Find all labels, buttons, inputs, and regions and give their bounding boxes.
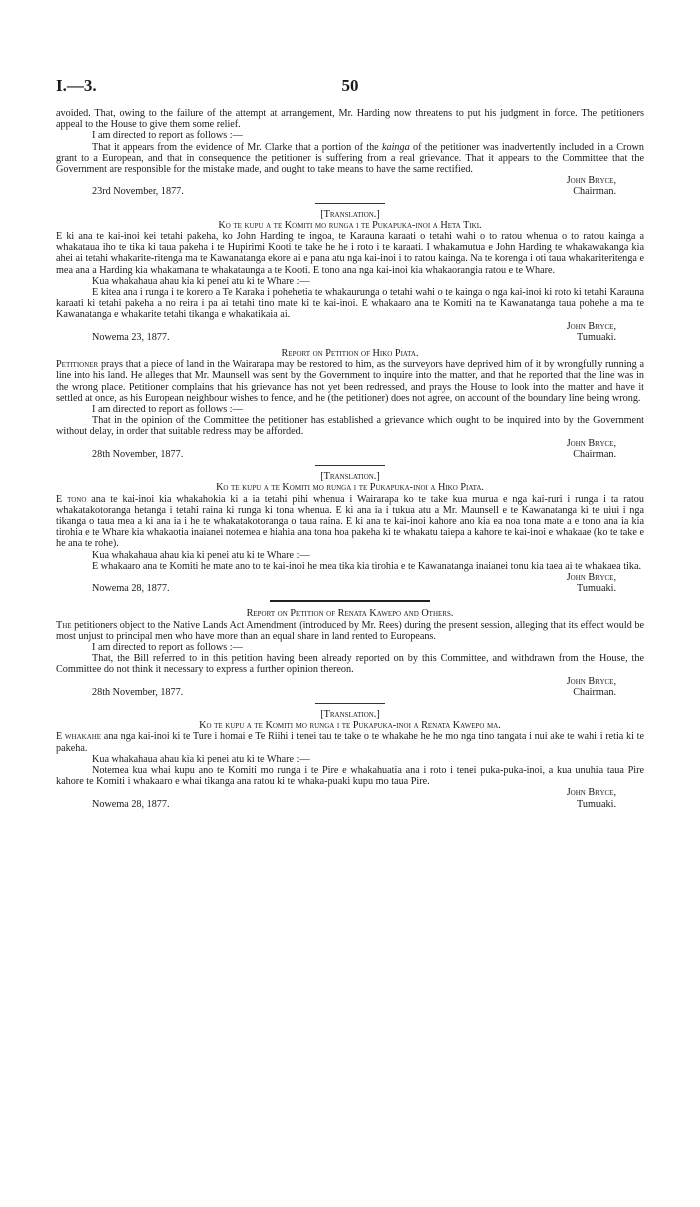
signer-name: John Bryce, — [566, 571, 616, 583]
translation-label: [Translation.] — [320, 208, 380, 220]
signer-name: John Bryce, — [566, 787, 616, 799]
translation-label: [Translation.] — [320, 471, 380, 483]
lead-word: The — [56, 619, 72, 631]
italic-term: kainga — [381, 141, 410, 153]
section-title: Report on Petition of Renata Kawepo and Others. — [246, 608, 454, 620]
signature-date: 28th November, 1877. — [92, 448, 184, 460]
report-renata-kawepo — [56, 608, 644, 698]
section-title: Ko te kupu a te Komiti mo runga i te Pukapuka-inoi a Hiko Piata. — [216, 482, 484, 494]
paragraph: Kua whakahaua ahau kia ki penei atu ki te Whare :— — [92, 275, 310, 287]
lead-word: E whakahe — [56, 731, 102, 743]
signer-role: Tumuaki. — [577, 798, 616, 810]
text-run: ana nga kai-inoi ki te Ture i homai e Te Riihi i tenei tau te take o te whakahe he he mo nga tino tangata i nui ake te wahi i retia ki te pakeha. — [56, 731, 644, 754]
signatory — [567, 321, 644, 343]
translation-label: [Translation.] — [320, 708, 380, 720]
signature-block — [56, 787, 644, 809]
signature-block — [56, 175, 644, 197]
signature-block — [56, 676, 644, 698]
divider — [315, 703, 385, 704]
page-number: 50 — [341, 76, 359, 95]
signer-role: Tumuaki. — [577, 583, 616, 595]
document-code: I.—3. — [56, 76, 97, 95]
lead-word: E tono — [56, 493, 87, 505]
signatory — [567, 787, 644, 809]
translation-renata-kawepo — [56, 709, 644, 810]
paragraph: Notemea kua whai kupu ano te Komiti mo runga i te Pire e whakahuatia ana i roto i tenei puka-puka-inoi, a kua unuhia taua Pire kahore te Komiti i whakaaro e whai tikanga ana ratou ki te whaka-puaki kupu mo taua Pire. — [56, 764, 644, 788]
page-header — [56, 76, 644, 98]
paragraph — [56, 620, 644, 642]
signature-date: Nowema 28, 1877. — [92, 798, 170, 810]
paragraph: I am directed to report as follows :— — [92, 130, 243, 142]
signer-role: Chairman. — [573, 686, 616, 698]
paragraph: E kitea ana i runga i te korero a Te Karaka i pohehetia te whakaurunga o tetahi wahi o te kainga o nga kai-inoi ki roto ki tetahi Karauna karaati ki tetahi pakeha a no reira i pa ai tetahi tino mate ki te kai-inoi. E whakaaro ana te Komiti na te Kawanatanga taua pohehe a ma te Kawanatanga e whakarite tetahi tikanga e whakatikaia ai. — [56, 287, 644, 321]
signer-role: Chairman. — [573, 448, 616, 460]
paragraph: That in the opinion of the Committee the petitioner has established a grievance which ought to be inquired into by the Government without delay, in order that suitable redress may be afforded. — [56, 415, 644, 438]
signer-name: John Bryce, — [566, 675, 616, 687]
signatory — [567, 438, 644, 460]
section-divider — [270, 600, 430, 602]
report-hiko-piata — [56, 348, 644, 460]
page-body — [56, 108, 644, 810]
paragraph — [56, 142, 644, 176]
signature-block — [56, 572, 644, 594]
signature-block — [56, 438, 644, 460]
paragraph — [56, 359, 644, 404]
paragraph: That, the Bill referred to in this petition having been already reported on by this Committee, and withdrawn from the House, the Committee do not think it necessary to express a further opinion thereon. — [56, 653, 644, 676]
signer-name: John Bryce, — [566, 175, 616, 187]
signature-date: 28th November, 1877. — [92, 686, 184, 698]
divider — [315, 465, 385, 466]
section-title: Report on Petition of Hiko Piata. — [281, 348, 419, 360]
lead-word: Petitioner — [56, 359, 99, 371]
text-run: That it appears from the evidence of Mr. Clarke that a portion of the — [92, 141, 382, 153]
divider — [315, 203, 385, 204]
text-run: of the petitioner was inadvertently included in a Crown grant to a European, and that in consequence the petitioner is suffering from a real grievance. That it appears to the Committee that the Government are responsible for the mistake made, and ought to take means to have the same rectified. — [56, 141, 644, 176]
text-run: petitioners object to the Native Lands Act Amendment (introduced by Mr. Rees) during the present session, alleging that its effect would be most unjust to principal men who have more than an equal share in land rented to Europeans. — [56, 619, 644, 642]
paragraph: E whakaaro ana te Komiti he mate ano to te kai-inoi he mea tika kia tirohia e te Kawanatanga inaianei tonu kia taea ai te whakaea tika. — [92, 560, 642, 572]
paragraph: avoided. That, owing to the failure of the attempt at arrangement, Mr. Harding now threatens to put his judgment in force. The petitioners appeal to the House to give them some relief. — [56, 108, 644, 131]
section-title: Ko te kupu a te Komiti mo runga i te Pukapuka-inoi a Heta Tiki. — [218, 219, 482, 231]
section-title: Ko te kupu a te Komiti mo runga i te Pukapuka-inoi a Renata Kawepo ma. — [199, 720, 501, 732]
translation-heta-tiki — [56, 209, 644, 343]
signatory — [567, 175, 644, 197]
signatory — [567, 572, 644, 594]
paragraph: I am directed to report as follows :— — [92, 404, 243, 416]
paragraph: Kua whakahaua ahau kia ki penei atu ki te Whare :— — [92, 753, 310, 765]
translation-hiko-piata — [56, 471, 644, 594]
signer-role: Chairman. — [573, 186, 616, 198]
paragraph: Kua whakahaua ahau kia ki penei atu ki te Whare :— — [92, 549, 310, 561]
signer-name: John Bryce, — [566, 437, 616, 449]
signatory — [567, 676, 644, 698]
paragraph — [56, 494, 644, 550]
signature-block — [56, 321, 644, 343]
paragraph: E ki ana te kai-inoi kei tetahi pakeha, ko John Harding te ingoa, te Karauna karaati o tetahi wahi o to ratou whenua o to ratou kainga a whakataua iho te tika ki taua pakeha i te Hupirimi Kooti te take he he i roto i te karaati. I whakamutua e John Harding te whakawakanga kia ahei ai tetahi whakarite-ritenga ma te Kawanatanga ekore ai e pana atu nga kai-inoi i to ratou kainga. Na te korenga i oti taua whakariteritenga e mea ana a Harding kia whakamana te whakataunga a te Kooti. E tono ana nga kai-inoi kia whakaorangia ratou e te Whare. — [56, 231, 644, 276]
paragraph — [56, 731, 644, 753]
signature-date: 23rd November, 1877. — [92, 186, 184, 198]
report-heta-tiki-continued — [56, 108, 644, 198]
signature-date: Nowema 28, 1877. — [92, 583, 170, 595]
paragraph: I am directed to report as follows :— — [92, 641, 243, 653]
text-run: prays that a piece of land in the Wairarapa may be restored to him, as the surveyors have deprived him of it by wrongfully running a line into his land. He alleges that Mr. Maunsell was sent by the Government to inquire into the matter, and that he reported that the line was in the wrong place. Petitioner complains that his grievance has not yet been redressed, and prays the House to look into the matter and have it settled at once, as his European neighbour wishes to fence, and he (the petitioner) does not agree, on account of the boundary line being wrong. — [56, 359, 644, 404]
signature-date: Nowema 23, 1877. — [92, 331, 170, 343]
text-run: ana te kai-inoi kia whakahokia ki a ia tetahi pihi whenua i Wairarapa ko te take kua murua e nga kai-ruri i runga i ta ratou whakatakotoranga hetanga i tetahi raina ki runga ki tona whenua. E ki ana ia i tukua atu a Mr. Maunsell e te Kawanatanga ki te uiui i nga tikanga o taua mea a ki ana ia i he te whakatakotoranga o taua raina. E ki ana te kai-inoi kahore ano kia ea noa tona mate a e tono ana ia kia tirohia e te Whare kia whakaotia inaianei notemea e hiahia ana tona hoa pakeha ki te whakatu taiepa a kahore te kai-inoi e whakaae (ko te take e he ana te rohe). — [56, 493, 644, 550]
signer-name: John Bryce, — [566, 320, 616, 332]
signer-role: Tumuaki. — [577, 331, 616, 343]
